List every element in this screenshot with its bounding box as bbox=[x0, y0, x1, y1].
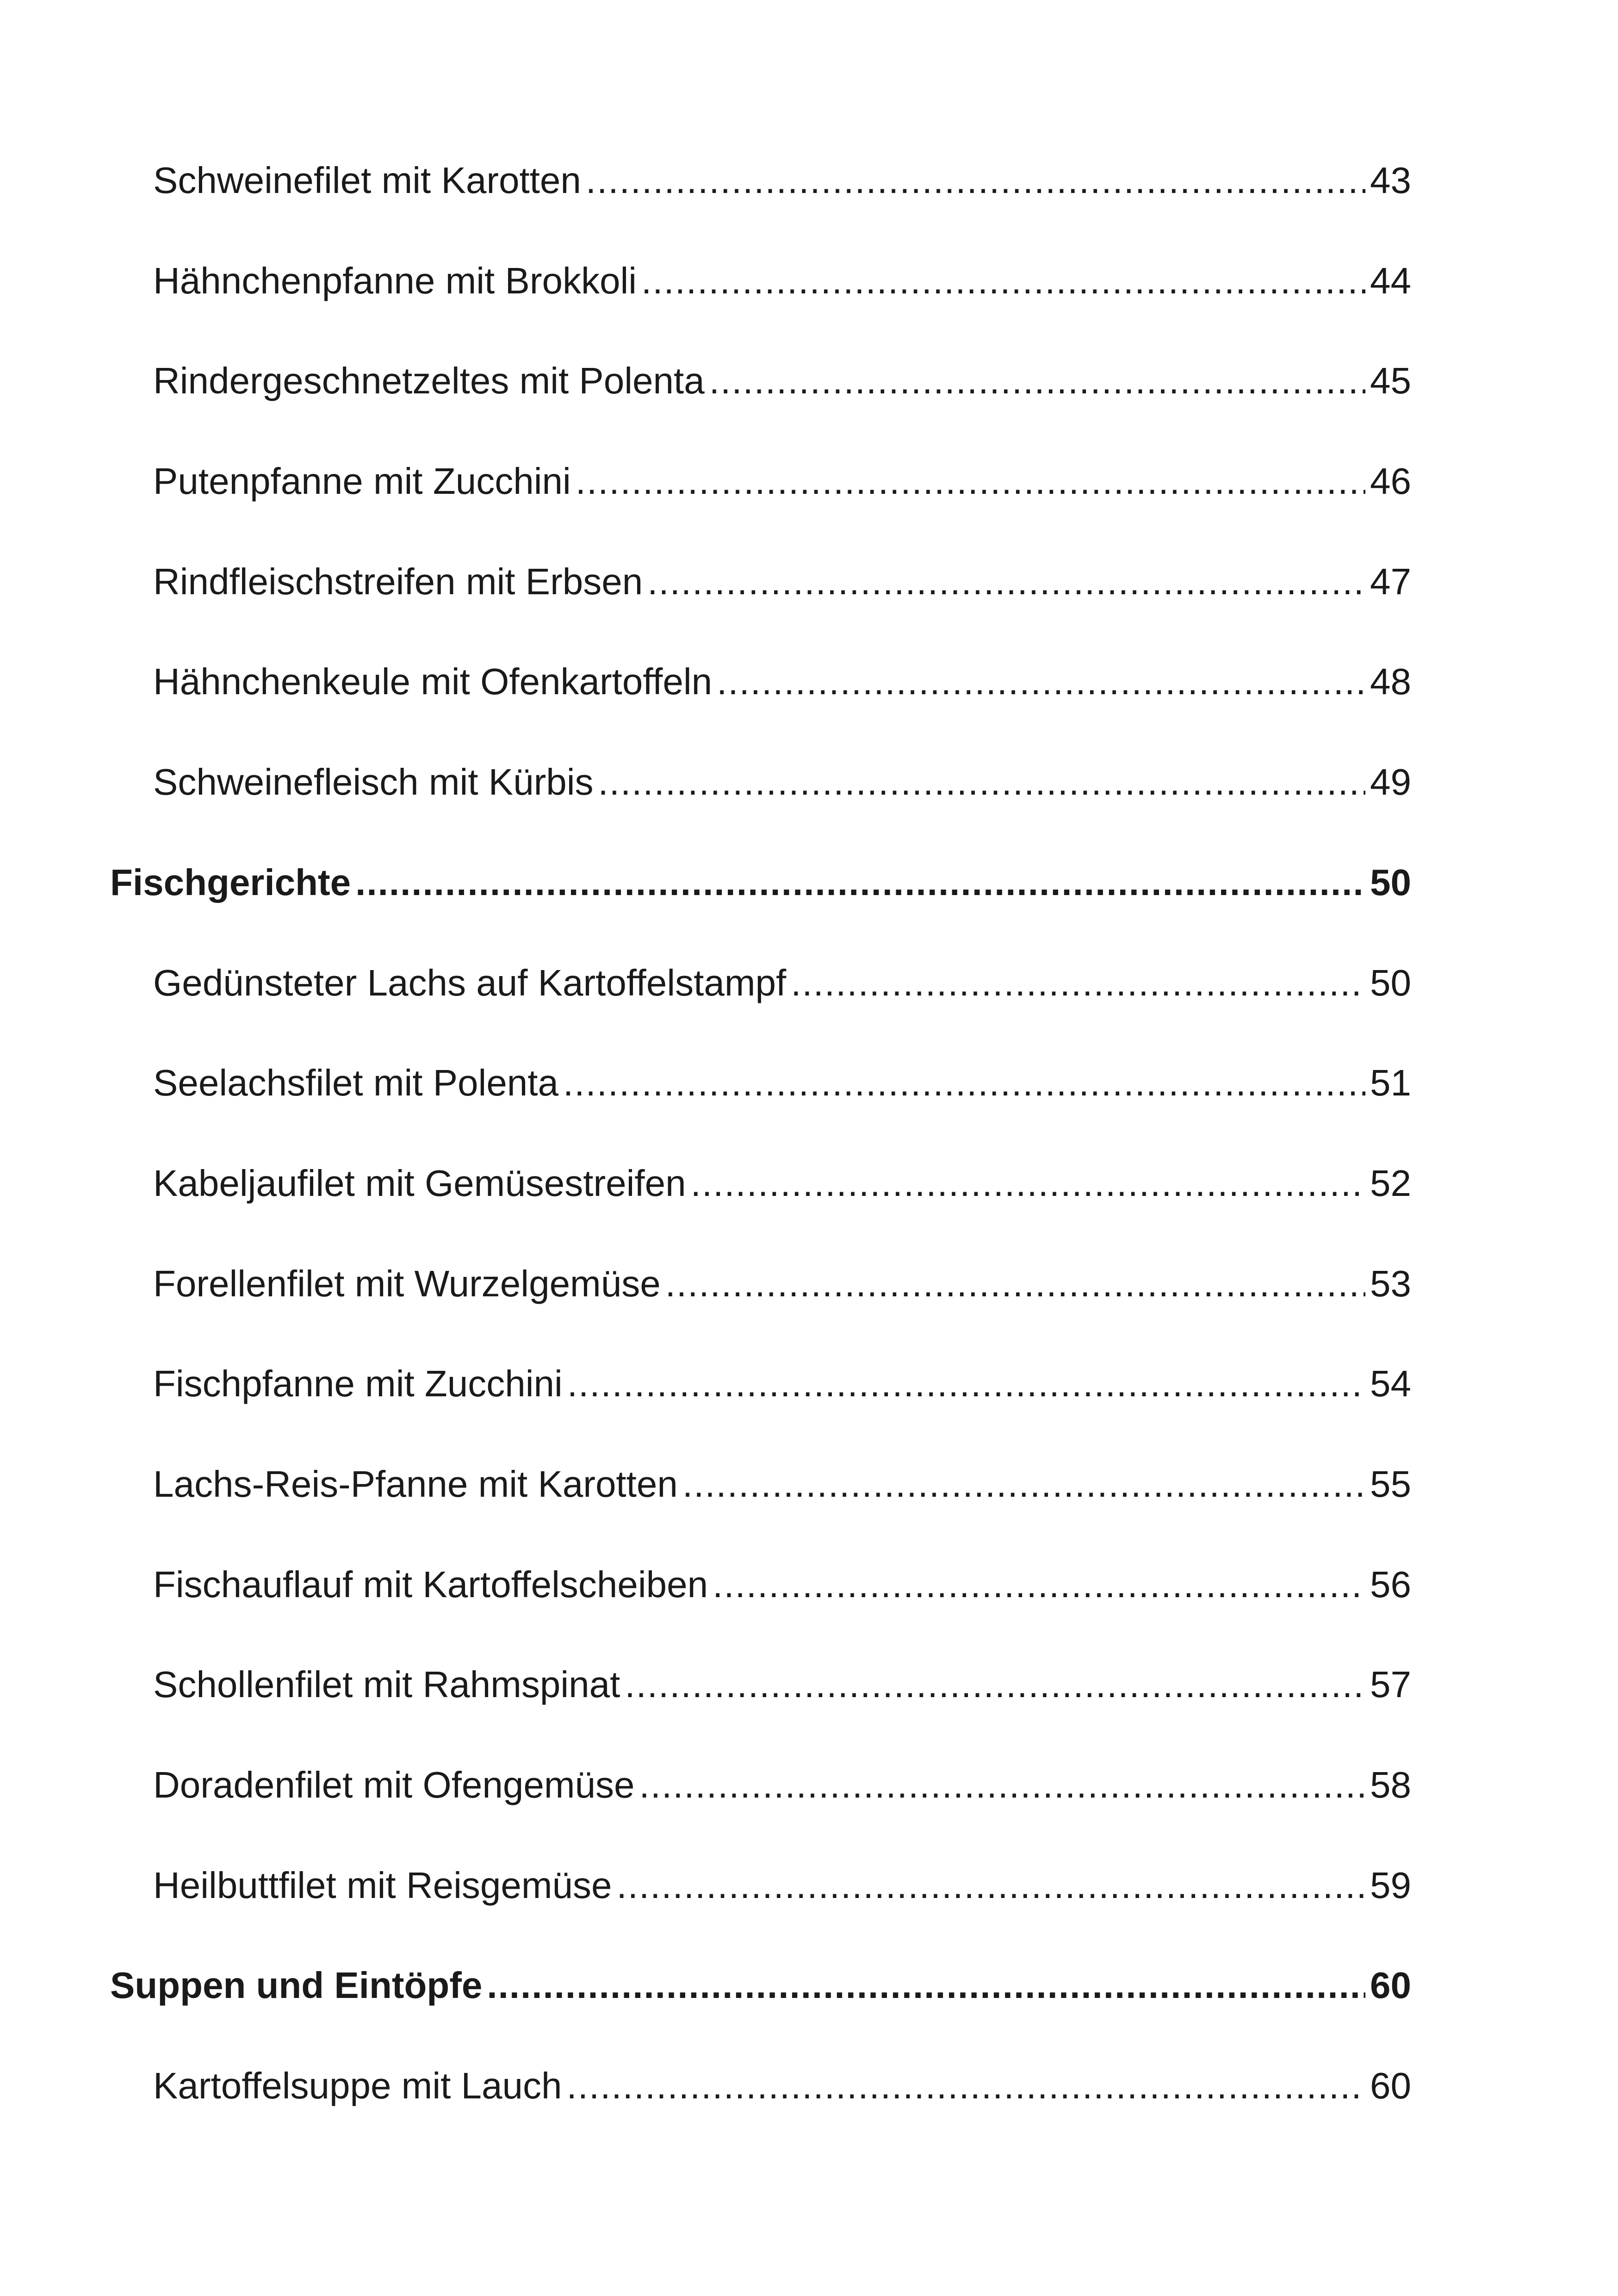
dot-leader bbox=[563, 1064, 1365, 1101]
dot-leader bbox=[647, 563, 1365, 600]
toc-entry-page: 54 bbox=[1370, 1363, 1411, 1405]
dot-leader bbox=[639, 1767, 1366, 1804]
toc-entry-page: 45 bbox=[1370, 360, 1411, 402]
toc-entry-page: 46 bbox=[1370, 460, 1411, 502]
toc-chapter-fischgerichte[interactable] bbox=[110, 861, 1411, 964]
toc-entry-page: 58 bbox=[1370, 1764, 1411, 1805]
dot-leader bbox=[691, 1165, 1365, 1202]
toc-entry[interactable] bbox=[110, 964, 1411, 1065]
toc-entry-title: Lachs-Reis-Pfanne mit Karotten bbox=[153, 1463, 678, 1505]
dot-leader bbox=[625, 1666, 1365, 1703]
dot-leader bbox=[709, 362, 1365, 399]
toc-entry[interactable] bbox=[110, 262, 1411, 363]
toc-entry-page: 60 bbox=[1370, 2065, 1411, 2107]
toc-entry[interactable] bbox=[110, 1764, 1411, 1867]
toc-entry[interactable] bbox=[110, 560, 1411, 664]
toc-entry-page: 51 bbox=[1370, 1062, 1411, 1104]
toc-entry-title: Rindergeschnetzeltes mit Polenta bbox=[153, 360, 705, 402]
toc-entry-title: Putenpfanne mit Zucchini bbox=[153, 460, 571, 502]
toc-entry-title: Kabeljaufilet mit Gemüsestreifen bbox=[153, 1162, 686, 1204]
toc-entry[interactable] bbox=[110, 1563, 1411, 1667]
dot-leader bbox=[586, 162, 1365, 199]
toc-entry-page: 55 bbox=[1370, 1463, 1411, 1505]
toc-entry-page: 53 bbox=[1370, 1263, 1411, 1304]
toc-entry-page: 59 bbox=[1370, 1864, 1411, 1906]
toc-entry[interactable] bbox=[110, 362, 1411, 463]
dot-leader bbox=[567, 1365, 1365, 1402]
dot-leader bbox=[682, 1466, 1365, 1503]
toc-chapter-title: Fischgerichte bbox=[110, 861, 351, 903]
toc-entry-title: Hähnchenkeule mit Ofenkartoffeln bbox=[153, 661, 713, 703]
dot-leader bbox=[665, 1265, 1365, 1302]
toc-entry[interactable] bbox=[110, 1265, 1411, 1366]
dot-leader bbox=[598, 764, 1365, 801]
dot-leader bbox=[616, 1867, 1365, 1904]
toc-entry-title: Forellenfilet mit Wurzelgemüse bbox=[153, 1263, 661, 1304]
toc-entry-title: Seelachsfilet mit Polenta bbox=[153, 1062, 559, 1104]
toc-entry-title: Fischpfanne mit Zucchini bbox=[153, 1363, 563, 1405]
toc-entry[interactable] bbox=[110, 663, 1411, 764]
toc-entry-title: Fischauflauf mit Kartoffelscheiben bbox=[153, 1563, 708, 1605]
toc-entry[interactable] bbox=[110, 1365, 1411, 1466]
dot-leader bbox=[355, 864, 1365, 901]
toc-chapter-suppen-und-eintoepfe[interactable] bbox=[110, 1967, 1411, 2067]
toc-entry-page: 50 bbox=[1370, 962, 1411, 1003]
toc-entry[interactable] bbox=[110, 761, 1411, 864]
toc-entry-title: Doradenfilet mit Ofengemüse bbox=[153, 1764, 635, 1805]
toc-entry-title: Hähnchenpfanne mit Brokkoli bbox=[153, 260, 637, 301]
dot-leader bbox=[567, 2067, 1366, 2104]
toc-entry-page: 52 bbox=[1370, 1162, 1411, 1204]
toc-entry-title: Rindfleischstreifen mit Erbsen bbox=[153, 560, 643, 602]
toc-entry-page: 56 bbox=[1370, 1563, 1411, 1605]
toc-entry-title: Schweinefleisch mit Kürbis bbox=[153, 761, 594, 803]
toc-entry[interactable] bbox=[110, 1162, 1411, 1265]
toc-entry[interactable] bbox=[110, 460, 1411, 563]
toc-entry-title: Gedünsteter Lachs auf Kartoffelstampf bbox=[153, 962, 787, 1003]
toc-entry-title: Schollenfilet mit Rahmspinat bbox=[153, 1664, 620, 1705]
toc-chapter-title: Suppen und Eintöpfe bbox=[110, 1965, 483, 2006]
toc-chapter-page: 50 bbox=[1370, 861, 1411, 903]
dot-leader bbox=[791, 964, 1365, 1002]
toc-entry-page: 43 bbox=[1370, 160, 1411, 201]
toc-entry-title: Schweinefilet mit Karotten bbox=[153, 160, 581, 201]
toc-entry-title: Kartoffelsuppe mit Lauch bbox=[153, 2065, 562, 2107]
toc-entry-title: Heilbuttfilet mit Reisgemüse bbox=[153, 1864, 612, 1906]
toc-entry[interactable] bbox=[110, 1064, 1411, 1165]
toc-entry-page: 47 bbox=[1370, 560, 1411, 602]
dot-leader bbox=[713, 1566, 1365, 1603]
toc-entry-page: 48 bbox=[1370, 661, 1411, 703]
toc-entry[interactable] bbox=[110, 2067, 1411, 2168]
table-of-contents bbox=[110, 162, 1411, 2168]
toc-entry-page: 49 bbox=[1370, 761, 1411, 803]
dot-leader bbox=[717, 663, 1365, 700]
dot-leader bbox=[641, 262, 1365, 299]
toc-entry[interactable] bbox=[110, 1864, 1411, 1967]
toc-chapter-page: 60 bbox=[1370, 1965, 1411, 2006]
toc-entry[interactable] bbox=[110, 162, 1411, 262]
toc-entry[interactable] bbox=[110, 1463, 1411, 1566]
toc-entry-page: 44 bbox=[1370, 260, 1411, 301]
dot-leader bbox=[576, 463, 1365, 500]
dot-leader bbox=[487, 1967, 1365, 2004]
toc-entry-page: 57 bbox=[1370, 1664, 1411, 1705]
toc-entry[interactable] bbox=[110, 1666, 1411, 1767]
